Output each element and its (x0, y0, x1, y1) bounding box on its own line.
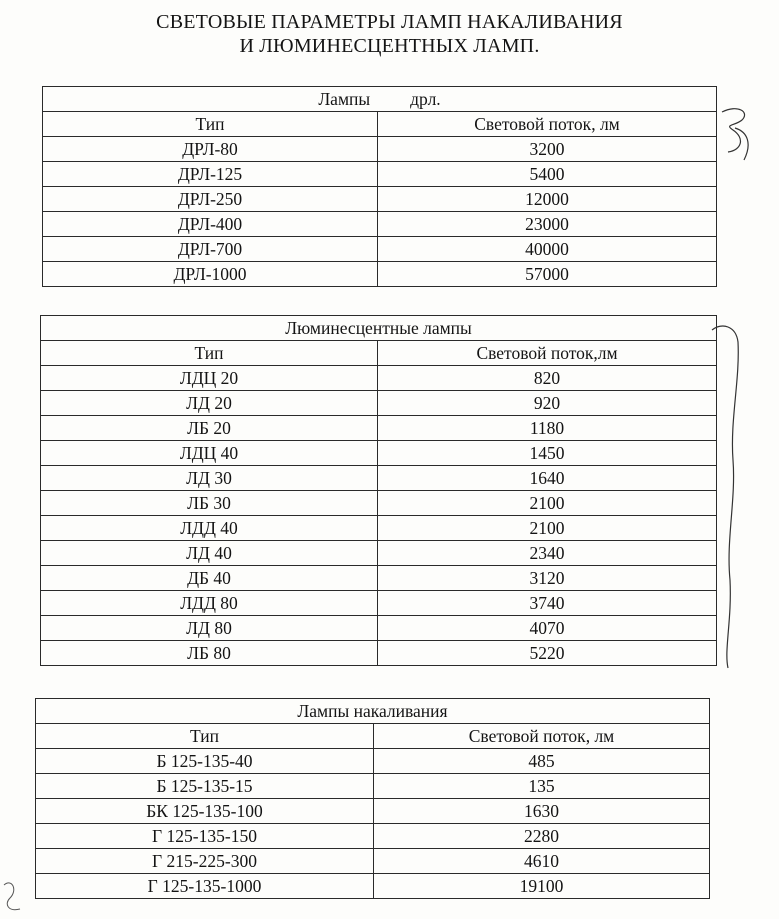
table-caption-row (41, 316, 717, 341)
table-row (43, 187, 717, 212)
document-title (0, 10, 779, 58)
table-row (41, 466, 717, 491)
luminous-flux-cell: 920 (378, 391, 717, 416)
table-row (43, 212, 717, 237)
lamp-type-cell: ДРЛ-250 (43, 187, 378, 212)
table-row (41, 591, 717, 616)
table-caption: Лампы накаливания (36, 699, 710, 724)
table-row (41, 416, 717, 441)
lamp-type-cell: Г 215-225-300 (36, 849, 374, 874)
luminous-flux-cell: 4070 (378, 616, 717, 641)
lamp-type-cell: Г 125-135-1000 (36, 874, 374, 899)
luminous-flux-cell: 1180 (378, 416, 717, 441)
lamp-type-cell: ЛДД 40 (41, 516, 378, 541)
luminous-flux-cell: 40000 (378, 237, 717, 262)
table-caption-row (43, 87, 717, 112)
table-row (41, 391, 717, 416)
lamp-type-cell: ДРЛ-400 (43, 212, 378, 237)
table-row (41, 616, 717, 641)
lamp-type-cell: ЛД 40 (41, 541, 378, 566)
table-row (41, 641, 717, 666)
luminous-flux-cell: 57000 (378, 262, 717, 287)
luminous-flux-cell: 135 (374, 774, 710, 799)
lamp-type-cell: ЛБ 80 (41, 641, 378, 666)
luminous-flux-cell: 3740 (378, 591, 717, 616)
lamp-type-cell: ДРЛ-125 (43, 162, 378, 187)
luminous-flux-cell: 2100 (378, 491, 717, 516)
luminous-flux-cell: 19100 (374, 874, 710, 899)
lamp-type-cell: ЛДЦ 20 (41, 366, 378, 391)
table-row (41, 366, 717, 391)
luminous-flux-cell: 5400 (378, 162, 717, 187)
luminous-flux-cell: 2100 (378, 516, 717, 541)
lamp-type-cell: ЛБ 30 (41, 491, 378, 516)
table-row (36, 824, 710, 849)
lamp-type-cell: ЛД 30 (41, 466, 378, 491)
lamp-type-cell: ЛБ 20 (41, 416, 378, 441)
table-caption-row (36, 699, 710, 724)
luminous-flux-cell: 1630 (374, 799, 710, 824)
lamp-type-cell: Г 125-135-150 (36, 824, 374, 849)
table-row (36, 799, 710, 824)
lamp-type-cell: ЛД 20 (41, 391, 378, 416)
fluorescent-lamps-table (40, 315, 717, 666)
luminous-flux-cell: 2280 (374, 824, 710, 849)
drl-lamps-table (42, 86, 717, 287)
title-line-1: СВЕТОВЫЕ ПАРАМЕТРЫ ЛАМП НАКАЛИВАНИЯ (156, 11, 623, 33)
caption-part-drl: дрл. (410, 89, 441, 109)
lamp-type-cell: ЛД 80 (41, 616, 378, 641)
lamp-type-cell: ДРЛ-80 (43, 137, 378, 162)
column-header-type: Тип (43, 112, 378, 137)
luminous-flux-cell: 1450 (378, 441, 717, 466)
table-row (43, 262, 717, 287)
margin-scribble-top (722, 109, 748, 160)
lamp-type-cell: Б 125-135-15 (36, 774, 374, 799)
margin-scribble-bottom (4, 883, 20, 910)
table-row (36, 849, 710, 874)
lamp-type-cell: Б 125-135-40 (36, 749, 374, 774)
table-row (36, 749, 710, 774)
luminous-flux-cell: 5220 (378, 641, 717, 666)
table-row (43, 162, 717, 187)
luminous-flux-cell: 3200 (378, 137, 717, 162)
luminous-flux-cell: 820 (378, 366, 717, 391)
lamp-type-cell: ДРЛ-1000 (43, 262, 378, 287)
luminous-flux-cell: 4610 (374, 849, 710, 874)
luminous-flux-cell: 2340 (378, 541, 717, 566)
table-row (41, 566, 717, 591)
table-row (41, 541, 717, 566)
table-row (36, 874, 710, 899)
title-line-2: И ЛЮМИНЕСЦЕНТНЫХ ЛАМП. (239, 35, 540, 57)
table-row (43, 237, 717, 262)
column-header-type: Тип (41, 341, 378, 366)
luminous-flux-cell: 3120 (378, 566, 717, 591)
lamp-type-cell: ЛДД 80 (41, 591, 378, 616)
column-header-flux: Световой поток, лм (378, 112, 717, 137)
table-header-row (41, 341, 717, 366)
column-header-flux: Световой поток,лм (378, 341, 717, 366)
lamp-type-cell: ДРЛ-700 (43, 237, 378, 262)
column-header-flux: Световой поток, лм (374, 724, 710, 749)
table-caption (43, 87, 717, 112)
column-header-type: Тип (36, 724, 374, 749)
lamp-type-cell: БК 125-135-100 (36, 799, 374, 824)
luminous-flux-cell: 485 (374, 749, 710, 774)
lamp-type-cell: ЛДЦ 40 (41, 441, 378, 466)
table-row (41, 441, 717, 466)
table-caption: Люминесцентные лампы (41, 316, 717, 341)
table-row (41, 491, 717, 516)
incandescent-lamps-table (35, 698, 710, 899)
table-row (43, 137, 717, 162)
luminous-flux-cell: 23000 (378, 212, 717, 237)
luminous-flux-cell: 12000 (378, 187, 717, 212)
lamp-type-cell: ДБ 40 (41, 566, 378, 591)
table-row (36, 774, 710, 799)
table-header-row (43, 112, 717, 137)
caption-part-lamps: Лампы (318, 89, 371, 109)
luminous-flux-cell: 1640 (378, 466, 717, 491)
table-header-row (36, 724, 710, 749)
table-row (41, 516, 717, 541)
